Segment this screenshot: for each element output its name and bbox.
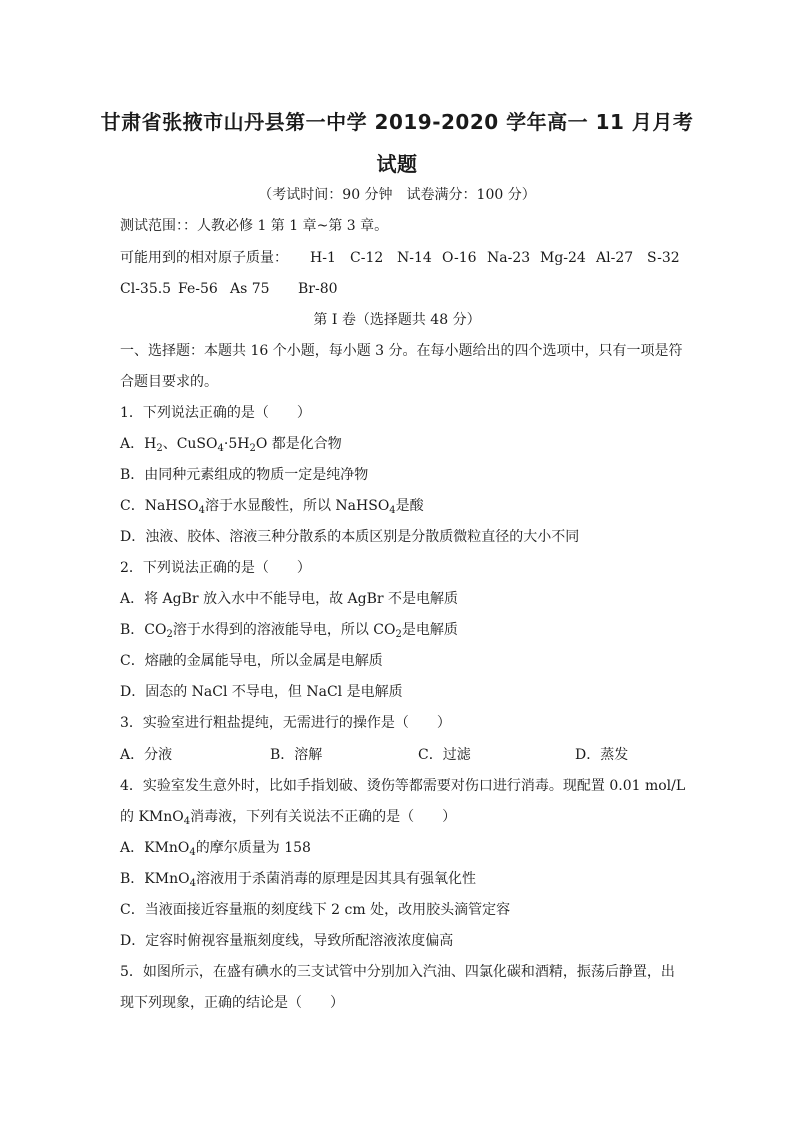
q5-stem-line2: 现下列现象，正确的结论是（ ） [120,995,344,1011]
q4-option-b: B．KMnO$_4$溶液用于杀菌消毒的原理是因其具有强氧化性 [120,871,476,889]
atomic-mass-cl: Cl-35.5 [120,281,172,297]
instruction-line2: 合题目要求的。 [120,374,218,390]
q1-option-a: A．$H_2$、$CuSO_4\cdot 5H_2O$ 都是化合物 [120,436,342,454]
atomic-mass-br: Br-80 [298,281,338,297]
q4-stem-line1: 4．实验室发生意外时，比如手指划破、烫伤等都需要对伤口进行消毒。现配置 0.01 mol/L [120,778,686,794]
q1-option-d: D．浊液、胶体、溶液三种分散系的本质区别是分散质微粒直径的大小不同 [120,529,580,545]
exam-title-line2: 试题 [376,152,418,176]
q3-options [120,746,660,764]
q4-option-d: D．定容时俯视容量瓶刻度线，导致所配溶液浓度偏高 [120,933,454,949]
instruction-line1: 一、选择题：本题共 16 个小题，每小题 3 分。在每小题给出的四个选项中，只有一项是符 [120,343,683,359]
q2-stem: 2．下列说法正确的是（ ） [120,560,311,576]
test-scope: 测试范围：：人教必修 1 第 1 章~第 3 章。 [120,218,389,234]
q2-option-b: B．$CO_2$溶于水得到的溶液能导电，所以 $CO_2$是电解质 [120,622,458,640]
exam-info: （考试时间：90 分钟 试卷满分：100 分） [258,187,536,203]
atomic-mass-o: O-16 [442,250,477,266]
atomic-mass-al: Al-27 [596,250,634,266]
q4-option-a: A．KMnO$_4$的摩尔质量为 158 [120,840,311,858]
atomic-mass-as: As 75 [230,281,270,297]
atomic-mass-na: Na-23 [487,250,531,266]
q2-option-c: C．熔融的金属能导电，所以金属是电解质 [120,653,383,669]
atomic-mass-n: N-14 [397,250,432,266]
atomic-mass-c: C-12 [350,250,384,266]
q4-option-c: C．当液面接近容量瓶的刻度线下 2 cm 处，改用胶头滴管定容 [120,902,511,918]
q3-option-d: D．蒸发 [575,747,629,763]
atomic-mass-row1 [120,249,680,267]
q3-option-c: C．过滤 [418,747,471,763]
atomic-mass-row2 [120,280,420,298]
q5-stem-line1: 5．如图所示，在盛有碘水的三支试管中分别加入汽油、四氯化碳和酒精，振荡后静置，出 [120,964,675,980]
q1-stem: 1．下列说法正确的是（ ） [120,405,311,421]
q2-option-d: D．固态的 NaCl 不导电，但 NaCl 是电解质 [120,684,403,700]
atomic-mass-h: H-1 [310,250,336,266]
q1-option-b: B．由同种元素组成的物质一定是纯净物 [120,467,369,483]
section-heading: 第 I 卷（选择题共 48 分） [313,312,481,328]
atomic-mass-fe: Fe-56 [178,281,218,297]
atomic-mass-s: S-32 [647,250,680,266]
q3-option-a: A．分液 [120,747,173,763]
q3-option-b: B．溶解 [270,747,323,763]
q3-stem: 3．实验室进行粗盐提纯，无需进行的操作是（ ） [120,715,451,731]
q2-option-a: A．将 AgBr 放入水中不能导电，故 AgBr 不是电解质 [120,591,459,607]
q4-stem-line2: 的 KMnO$_4$消毒液，下列有关说法不正确的是（ ） [120,809,457,827]
exam-title-line1: 甘肃省张掖市山丹县第一中学 2019-2020 学年高一 11 月月考 [100,110,694,134]
atomic-mass-label: 可能用到的相对原子质量： [120,250,288,266]
atomic-mass-mg: Mg-24 [540,250,586,266]
q1-option-c: C．NaHSO$_4$溶于水显酸性，所以 NaHSO$_4$是酸 [120,498,424,516]
